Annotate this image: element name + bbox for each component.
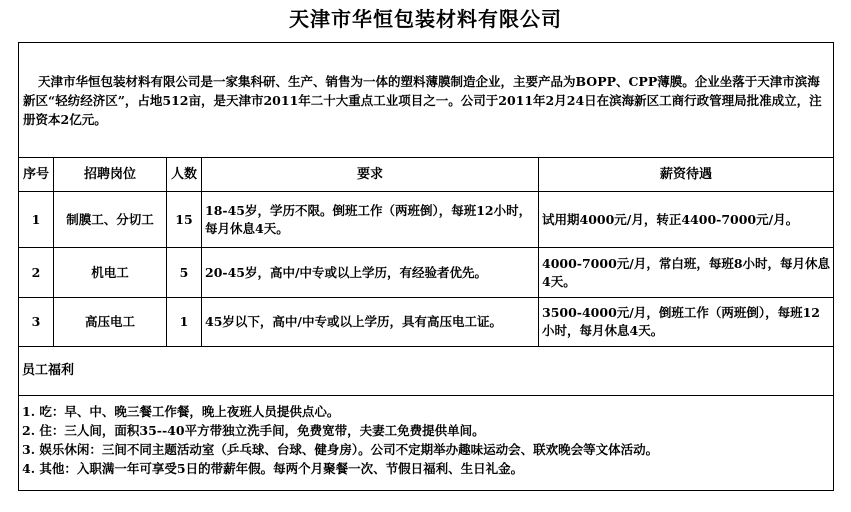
benefits-title: 员工福利 xyxy=(19,347,834,396)
row-salary: 3500-4000元/月，倒班工作（两班倒），每班12小时，每月休息4天。 xyxy=(539,298,834,347)
row-requirement: 45岁以下，高中/中专或以上学历，具有高压电工证。 xyxy=(202,298,539,347)
header-no: 序号 xyxy=(19,158,54,192)
row-no: 2 xyxy=(19,248,54,298)
benefit-item: 1. 吃：早、中、晚三餐工作餐，晚上夜班人员提供点心。 xyxy=(22,404,340,419)
row-position: 制膜工、分切工 xyxy=(54,192,167,248)
page-title: 天津市华恒包装材料有限公司 xyxy=(289,7,562,31)
row-position: 机电工 xyxy=(54,248,167,298)
table-row xyxy=(19,192,834,248)
header-position: 招聘岗位 xyxy=(54,158,167,192)
header-count: 人数 xyxy=(167,158,202,192)
row-requirement: 18-45岁，学历不限。倒班工作（两班倒），每班12小时，每月休息4天。 xyxy=(202,192,539,248)
recruitment-table xyxy=(18,42,834,491)
row-salary: 4000-7000元/月，常白班，每班8小时，每月休息4天。 xyxy=(539,248,834,298)
row-count: 5 xyxy=(167,248,202,298)
row-requirement: 20-45岁，高中/中专或以上学历，有经验者优先。 xyxy=(202,248,539,298)
intro-row xyxy=(19,43,834,158)
benefit-item: 3. 娱乐休闲：三间不同主题活动室（乒乓球、台球、健身房）。公司不定期举办趣味运动会、联欢晚会等文体活动。 xyxy=(22,442,659,457)
row-count: 15 xyxy=(167,192,202,248)
benefit-item: 4. 其他：入职满一年可享受5日的带薪年假。每两个月聚餐一次、节假日福利、生日礼金。 xyxy=(22,461,524,476)
benefits-header-row xyxy=(19,347,834,396)
header-row xyxy=(19,158,834,192)
header-requirement: 要求 xyxy=(202,158,539,192)
row-position: 高压电工 xyxy=(54,298,167,347)
header-salary: 薪资待遇 xyxy=(539,158,834,192)
benefit-item: 2. 住：三人间，面积35--40平方带独立洗手间，免费宽带，夫妻工免费提供单间。 xyxy=(22,423,485,438)
benefits-row xyxy=(19,396,834,491)
row-salary: 试用期4000元/月，转正4400-7000元/月。 xyxy=(539,192,834,248)
row-no: 3 xyxy=(19,298,54,347)
row-count: 1 xyxy=(167,298,202,347)
table-row xyxy=(19,298,834,347)
company-intro: 天津市华恒包装材料有限公司是一家集科研、生产、销售为一体的塑料薄膜制造企业，主要产品为BOPP、CPP薄膜。企业坐落于天津市滨海新区“轻纺经济区”，占地512亩，是天津市2011年二十大重点工业项目之一。公司于2011年2月24日在滨海新区工商行政管理局批准成立，注册资本2亿元。 xyxy=(19,43,834,158)
row-no: 1 xyxy=(19,192,54,248)
table-row xyxy=(19,248,834,298)
benefits-list xyxy=(19,396,834,491)
